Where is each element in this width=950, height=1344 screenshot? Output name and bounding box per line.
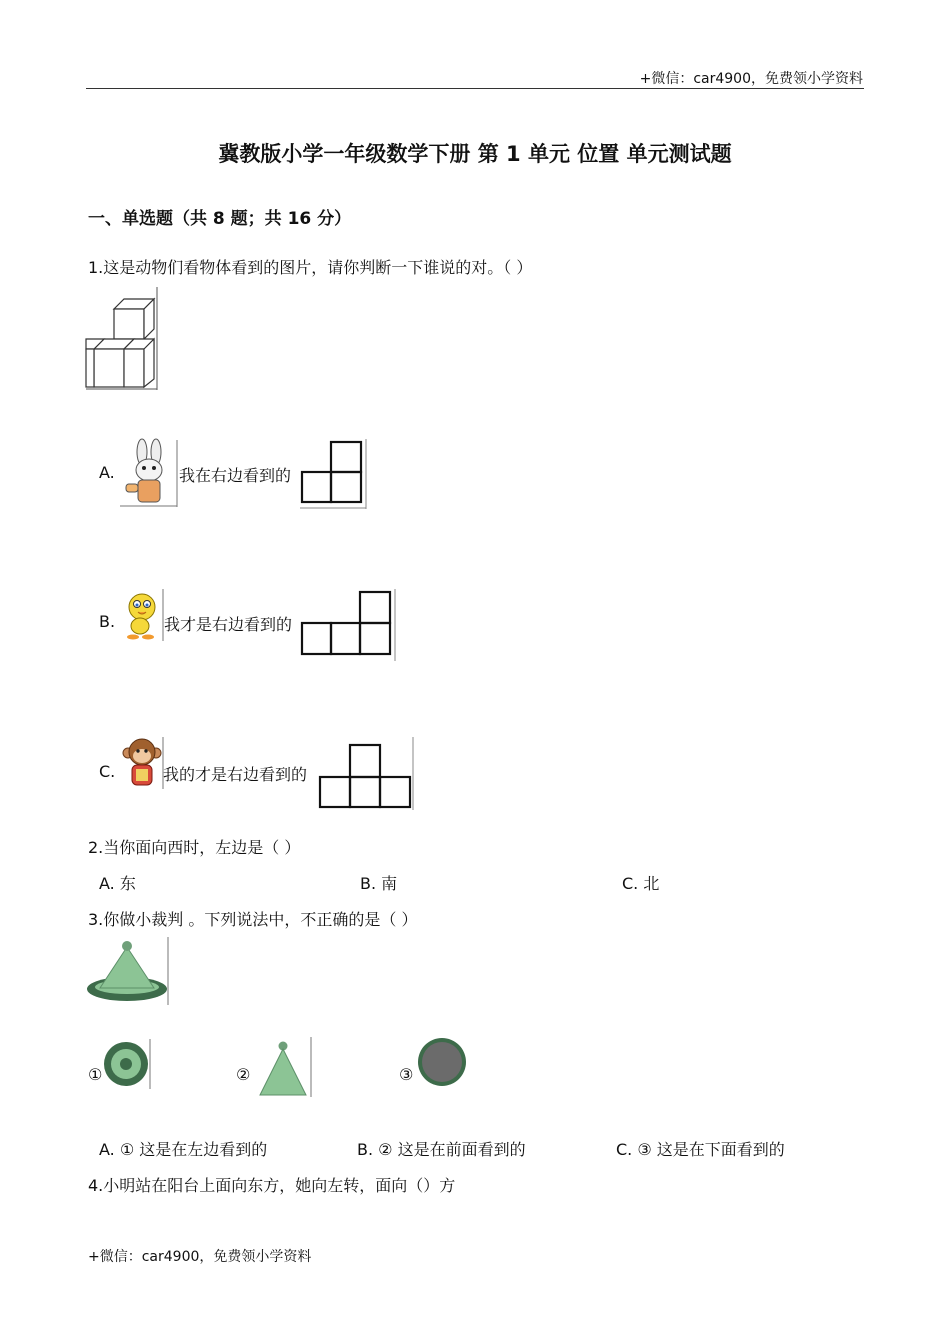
q1-option-a-text: 我在右边看到的: [179, 466, 292, 485]
q2-option-b[interactable]: B. 南: [360, 874, 398, 893]
question-2-text: 2.当你面向西时，左边是（ ）: [88, 838, 301, 857]
q3-mark-2: ②: [236, 1065, 251, 1084]
cone-view-3-icon: [417, 1037, 469, 1087]
footer-watermark: +微信：car4900，免费领小学资料: [88, 1249, 312, 1265]
bird-icon: [120, 589, 164, 641]
q2-option-c[interactable]: C. 北: [622, 874, 660, 893]
cone-view-2-icon: [252, 1037, 312, 1097]
section-heading: 一、单选题（共 8 题；共 16 分）: [88, 209, 352, 229]
cone-figure: [86, 937, 169, 1005]
q1-option-c-letter[interactable]: C.: [99, 762, 116, 781]
q1-option-c-view: [316, 737, 416, 810]
question-4-text: 4.小明站在阳台上面向东方，她向左转，面向（）方: [88, 1176, 456, 1195]
q1-option-b-view: [300, 589, 397, 661]
q3-option-c[interactable]: C. ③ 这是在下面看到的: [616, 1140, 785, 1159]
page-title: 冀教版小学一年级数学下册 第 1 单元 位置 单元测试题: [218, 142, 732, 166]
cube-stack-figure: [86, 287, 158, 390]
q1-option-a-letter[interactable]: A.: [99, 463, 115, 482]
q1-option-b-text: 我才是右边看到的: [164, 615, 293, 634]
cone-view-1-icon: [102, 1039, 152, 1089]
q3-option-b[interactable]: B. ② 这是在前面看到的: [357, 1140, 526, 1159]
rabbit-icon: [120, 440, 178, 507]
q1-option-a-view: [300, 439, 367, 509]
q3-option-a[interactable]: A. ① 这是在左边看到的: [99, 1140, 268, 1159]
q3-mark-1: ①: [88, 1065, 103, 1084]
question-1-text: 1.这是动物们看物体看到的图片，请你判断一下谁说的对。（ ）: [88, 258, 533, 277]
q2-option-a[interactable]: A. 东: [99, 874, 136, 893]
header-divider: [86, 88, 864, 89]
q3-mark-3: ③: [399, 1065, 414, 1084]
q1-option-c-text: 我的才是右边看到的: [163, 765, 308, 784]
monkey-icon: [120, 737, 164, 789]
question-3-text: 3.你做小裁判 。下列说法中，不正确的是（ ）: [88, 910, 418, 929]
header-watermark: +微信：car4900，免费领小学资料: [639, 71, 863, 87]
q1-option-b-letter[interactable]: B.: [99, 612, 116, 631]
